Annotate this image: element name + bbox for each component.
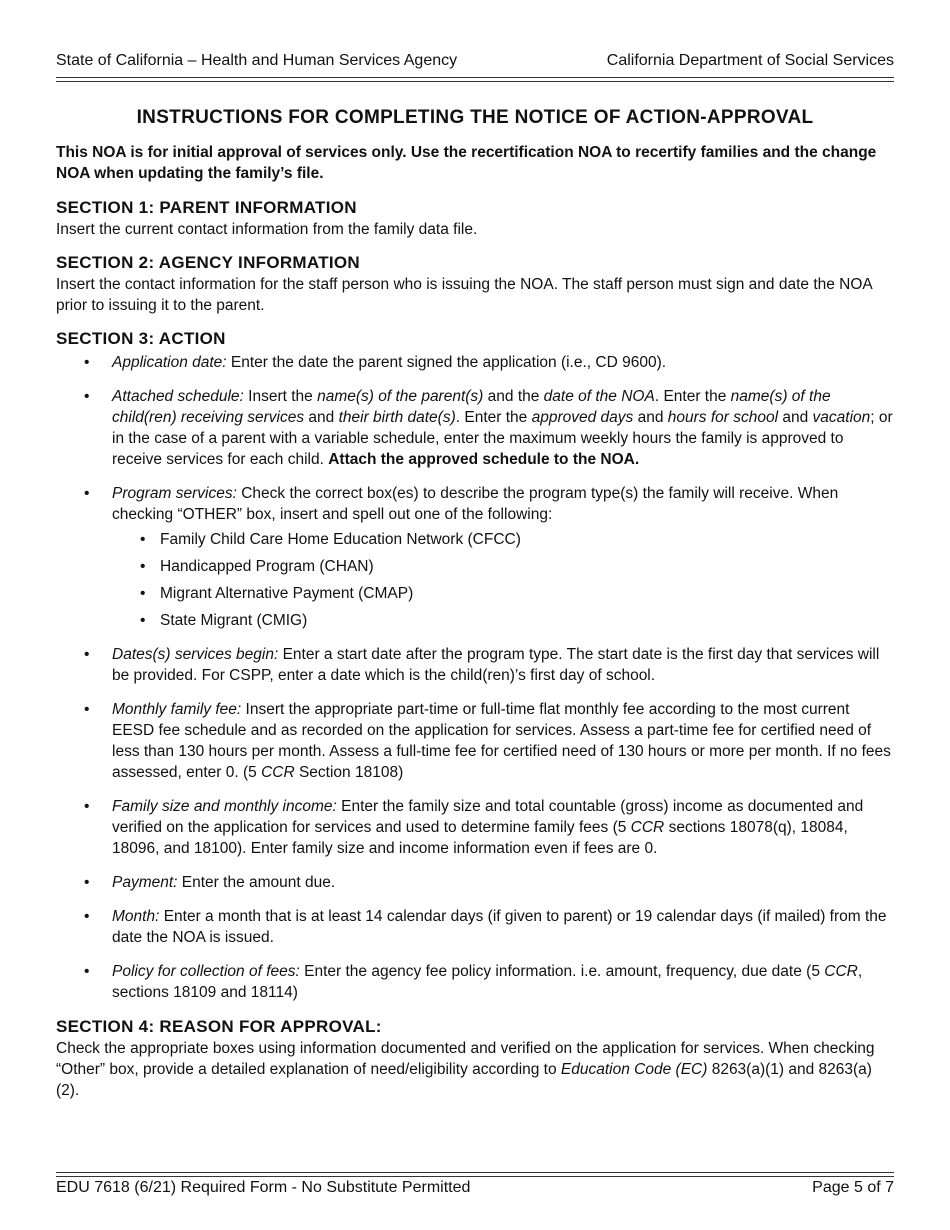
section4-body: Check the appropriate boxes using information documented and verified on the application for services. When checking “Other” box, provide a detailed explanation of need/eligibility according to Education Code (EC) 8263(a)(1) and 8263(a)(2). (56, 1040, 875, 1099)
dates-services-begin-label: Dates(s) services begin: (112, 646, 279, 663)
intro-paragraph: This NOA is for initial approval of services only. Use the recertification NOA to recertify families and the change NOA when updating the family’s file. (56, 144, 877, 182)
family-size-income-label: Family size and monthly income: (112, 798, 337, 815)
page-number: Page 5 of 7 (812, 1179, 894, 1196)
list-item-payment: • Payment: Enter the amount due. (56, 872, 894, 893)
attached-schedule-label: Attached schedule: (112, 388, 244, 405)
list-item-attached-schedule: • Attached schedule: Insert the name(s) of the parent(s) and the date of the NOA. Enter the name(s) of the child(ren) receiving services and their birth date(s). Enter the approved days and hours for school and vacation; or in the case of a parent with a variable schedule, enter the maximum weekly hours the family is approved to receive services for each child. Attach the approved schedule to the NOA. (56, 386, 894, 470)
section1-heading: SECTION 1: PARENT INFORMATION (56, 198, 357, 217)
form-identifier: EDU 7618 (6/21) Required Form - No Substitute Permitted (56, 1179, 471, 1196)
page-header (56, 52, 894, 74)
policy-collection-label: Policy for collection of fees: (112, 963, 300, 980)
page-title: INSTRUCTIONS FOR COMPLETING THE NOTICE OF ACTION-APPROVAL (136, 107, 814, 128)
section2-body: Insert the contact information for the staff person who is issuing the NOA. The staff person must sign and date the NOA prior to issuing it to the parent. (56, 276, 872, 314)
section2-heading: SECTION 2: AGENCY INFORMATION (56, 253, 361, 272)
footer-rule (56, 1172, 894, 1177)
section3-list (56, 352, 894, 1003)
list-item-month: • Month: Enter a month that is at least 14 calendar days (if given to parent) or 19 calendar days (if mailed) from the date the NOA is issued. (56, 906, 894, 948)
header-agency: State of California – Health and Human Services Agency (56, 52, 458, 69)
payment-label: Payment: (112, 874, 178, 891)
list-item-program-services: • Program services: Check the correct box(es) to describe the program type(s) the family will receive. When checking “OTHER” box, insert and spell out one of the following: • Family Child Care Home Education Network (CFCC) • Handicapped Program (CHAN) • Migrant Alternative Payment (CMAP) • State Migrant (CMIG) (56, 483, 894, 631)
section3-heading: SECTION 3: ACTION (56, 329, 226, 348)
header-rule (56, 77, 894, 82)
section4-heading: SECTION 4: REASON FOR APPROVAL: (56, 1017, 382, 1036)
list-item-application-date: • Application date: Enter the date the parent signed the application (i.e., CD 9600). (56, 352, 894, 373)
list-item-family-size-income: • Family size and monthly income: Enter the family size and total countable (gross) income as documented and verified on the application for services and used to determine family fees (5 CCR sections 18078(q), 18084, 18096, and 18100). Enter family size and income information even if fees are 0. (56, 796, 894, 859)
list-item-monthly-family-fee: • Monthly family fee: Insert the appropriate part-time or full-time flat monthly fee according to the most current EESD fee schedule and as recorded on the application for services. Assess a part-time fee for certified need of less than 130 hours per month. Assess a full-time fee for certified need of 130 hours or more per month. If no fees assessed, enter 0. (5 CCR Section 18108) (56, 699, 894, 783)
program-services-label: Program services: (112, 485, 237, 502)
program-option: • Migrant Alternative Payment (CMAP) (112, 583, 894, 604)
program-option: • State Migrant (CMIG) (112, 610, 894, 631)
main-content (56, 107, 894, 1113)
monthly-family-fee-label: Monthly family fee: (112, 701, 242, 718)
application-date-label: Application date: (112, 354, 227, 371)
program-option: • Family Child Care Home Education Network (CFCC) (112, 529, 894, 550)
month-label: Month: (112, 908, 160, 925)
list-item-dates-services-begin: • Dates(s) services begin: Enter a start date after the program type. The start date is the first day that services will be provided. For CSPP, enter a date which is the child(ren)’s first day of school. (56, 644, 894, 686)
program-type-options (112, 529, 894, 631)
section1-body: Insert the current contact information from the family data file. (56, 221, 478, 238)
attach-schedule-instruction: Attach the approved schedule to the NOA. (328, 451, 640, 468)
program-option: • Handicapped Program (CHAN) (112, 556, 894, 577)
header-department: California Department of Social Services (606, 52, 894, 69)
list-item-policy-collection: • Policy for collection of fees: Enter the agency fee policy information. i.e. amount, frequency, due date (5 CCR, sections 18109 and 18114) (56, 961, 894, 1003)
